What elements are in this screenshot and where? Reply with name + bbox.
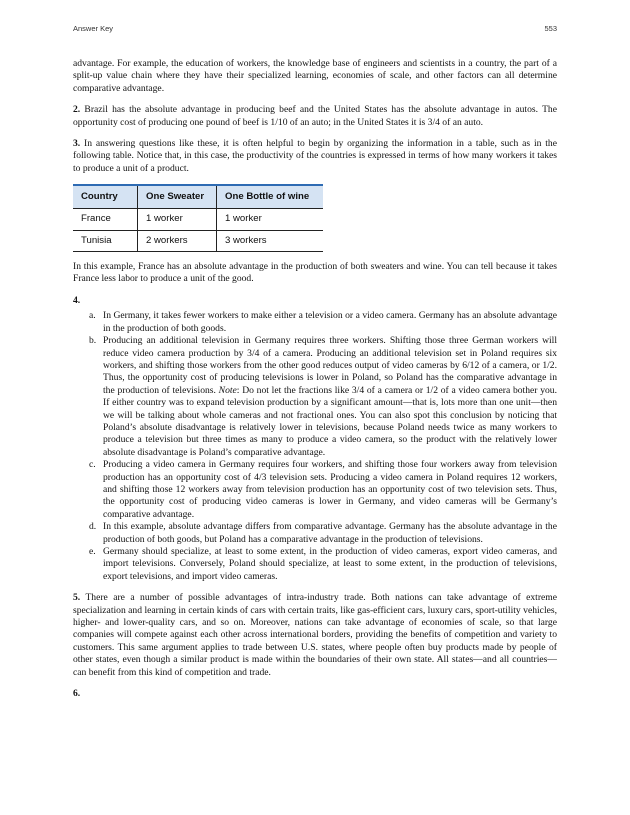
answer-2-text: Brazil has the absolute advantage in producing beef and the United States has the absolute advantage in autos. The opportunity cost of producing one pound of beef is 1/10 of an auto; in the United States it is 3/4 of an auto.: [73, 104, 557, 128]
answer-3: [73, 138, 557, 175]
list-marker: c.: [89, 459, 96, 471]
list-marker: a.: [89, 310, 96, 322]
running-header-title: Answer Key: [73, 24, 114, 33]
intro-paragraph: advantage. For example, the education of workers, the knowledge base of engineers and scientists in a country, the part of a split-up value chain where they have their specialized learning, economies of scale, and other factors can all determine comparative advantage.: [73, 58, 557, 94]
answer-4-sublist: [73, 310, 557, 583]
list-item-text: In this example, absolute advantage differs from comparative advantage. Germany has the absolute advantage in the production of both goods, but Poland has a comparative advantage in the production of televisions.: [103, 521, 557, 545]
list-item: [89, 310, 557, 335]
list-item-text-continued: : Do not let the fractions like 3/4 of a camera or 1/2 of a video camera bother you. If either country was to expand television production by a significant amount—that is, lots more than one unit—then we will be talking about whole cameras and not fractional ones. You can also spot this conclusion by noticing that Poland’s absolute disadvantage is relatively lower in televisions, because Poland needs twice as many workers to produce a television but three times as many to produce a video camera, so the product with the relatively lower absolute disadvantage is Poland’s comparative advantage.: [103, 384, 557, 458]
list-marker: e.: [89, 546, 96, 557]
answer-5: [73, 592, 557, 679]
list-item: [89, 335, 557, 459]
note-label: Note: [218, 384, 237, 396]
list-item: [89, 546, 557, 583]
answer-5-text: There are a number of possible advantages of intra-industry trade. Both nations can take advantage of extreme specialization and learning in certain kinds of cars with certain traits, like gas-efficient cars, luxury cars, sport-utility vehicles, higher- and lower-quality cars, and so on. Moreover, nations can take advantage of economies of scale, so that large companies will compete against each other across international borders, providing the benefits of competition and variety to customers. This same argument applies to trade between U.S. states, where people often buy products made by people of other states, even though a similar product is made within the boundaries of their own state. All states—and all countries—can benefit from this kind of competition and trade.: [73, 592, 557, 678]
table-header-row: [73, 185, 323, 209]
answer-6-number: 6.: [73, 688, 81, 700]
column-header-wine: One Bottle of wine: [225, 191, 310, 203]
page-number: 553: [544, 24, 557, 33]
answer-2-number: 2.: [73, 104, 81, 116]
list-item: [89, 459, 557, 521]
table-cell: 1 worker: [217, 209, 324, 230]
answer-5-number: 5.: [73, 592, 81, 604]
list-item-text: Producing a video camera in Germany requires four workers, and shifting those four workers away from television production has an opportunity cost of 4/3 television sets. Producing a video camera in Poland requires 12 workers, and shifting those 12 workers away from television production has an opportunity cost of two television sets. Thus, the opportunity cost of producing video cameras is lower in Germany, and video cameras will be Germany’s comparative advantage.: [103, 459, 557, 520]
productivity-table: [73, 184, 323, 252]
answer-4-number: 4.: [73, 294, 81, 306]
answer-3-conclusion: In this example, France has an absolute advantage in the production of both sweaters and wine. You can tell because it takes France less labor to produce a unit of the good.: [73, 261, 557, 285]
column-header-country: Country: [73, 185, 138, 209]
list-item-text: Producing an additional television in Germany requires three workers. Shifting those three German workers will reduce video camera production by 3/4 of a camera. Producing an additional television set in Poland requires six workers, and shifting those workers from the other good reduces output of video cameras by 6/12 of a camera, or 1/2. Thus, the opportunity cost of producing televisions is lower in Poland, so Poland has the comparative advantage in the production of televisions.: [103, 335, 557, 396]
answer-3-text: In answering questions like these, it is often helpful to begin by organizing the information in a table, such as in the following table. Notice that, in this case, the productivity of the countries is expressed in terms of how many workers it takes to produce a unit of a product.: [73, 138, 557, 174]
list-marker: d.: [89, 521, 97, 533]
table-cell: 3 workers: [217, 230, 324, 251]
list-item-text: Germany should specialize, at least to some extent, in the production of video cameras, export video cameras, and import televisions. Conversely, Poland should specialize, at least to some extent, in the production of televisions, export televisions, and import video cameras.: [103, 546, 557, 582]
table-cell: 1 worker: [138, 209, 217, 230]
list-item: [89, 521, 557, 546]
table-row: [73, 230, 323, 251]
answer-key-content: [73, 58, 557, 709]
table-row: [73, 209, 323, 230]
answer-2: [73, 104, 557, 129]
list-marker: b.: [89, 335, 97, 347]
list-item-text: In Germany, it takes fewer workers to make either a television or a video camera. Germany has an absolute advantage in the production of both goods.: [103, 310, 557, 334]
table-cell: 2 workers: [138, 230, 217, 251]
table-cell: Tunisia: [73, 230, 138, 251]
answer-3-number: 3.: [73, 138, 81, 150]
answer-4: [73, 295, 557, 307]
answer-6: [73, 688, 557, 700]
column-header-sweater: One Sweater: [138, 185, 217, 209]
table-cell: France: [73, 209, 138, 230]
